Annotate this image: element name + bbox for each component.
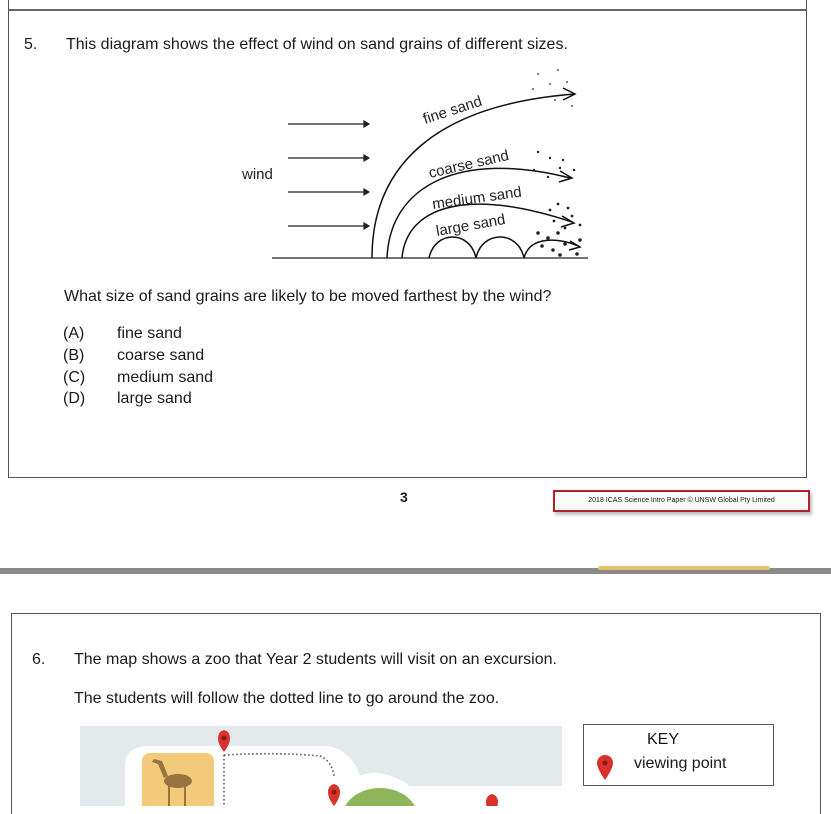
viewing-point-marker-icon: [597, 755, 613, 781]
label-fine-sand: fine sand: [420, 92, 485, 128]
option-d-text[interactable]: large sand: [117, 390, 192, 407]
copyright-credit: 2018 ICAS Science Intro Paper © UNSW Global Pty Limited: [553, 490, 810, 512]
zoo-map: [80, 726, 562, 806]
question-6-text: The map shows a zoo that Year 2 students will visit on an excursion.: [74, 651, 557, 668]
option-b-text[interactable]: coarse sand: [117, 347, 205, 364]
label-medium-sand: medium sand: [431, 183, 523, 213]
option-d-letter[interactable]: (D): [63, 390, 86, 407]
key-label: viewing point: [634, 755, 727, 772]
question-5-prompt: What size of sand grains are likely to be moved farthest by the wind?: [64, 288, 552, 305]
option-a-text[interactable]: fine sand: [117, 325, 182, 342]
label-coarse-sand: coarse sand: [427, 146, 511, 182]
map-key: [583, 724, 774, 786]
page-number: 3: [400, 489, 408, 505]
key-title: KEY: [647, 731, 680, 748]
wind-label: wind: [242, 166, 273, 183]
question-5-text: This diagram shows the effect of wind on sand grains of different sizes.: [66, 36, 568, 53]
question-6-text-2: The students will follow the dotted line to go around the zoo.: [74, 690, 500, 707]
option-c-letter[interactable]: (C): [63, 369, 86, 386]
question-6-number: 6.: [32, 651, 46, 668]
sand-wind-diagram: [220, 60, 600, 270]
option-c-text[interactable]: medium sand: [117, 369, 214, 386]
question-5-number: 5.: [24, 36, 38, 53]
option-b-letter[interactable]: (B): [63, 347, 85, 364]
divider-highlight: [598, 566, 770, 570]
option-a-letter[interactable]: (A): [63, 325, 85, 342]
label-large-sand: large sand: [434, 211, 507, 240]
